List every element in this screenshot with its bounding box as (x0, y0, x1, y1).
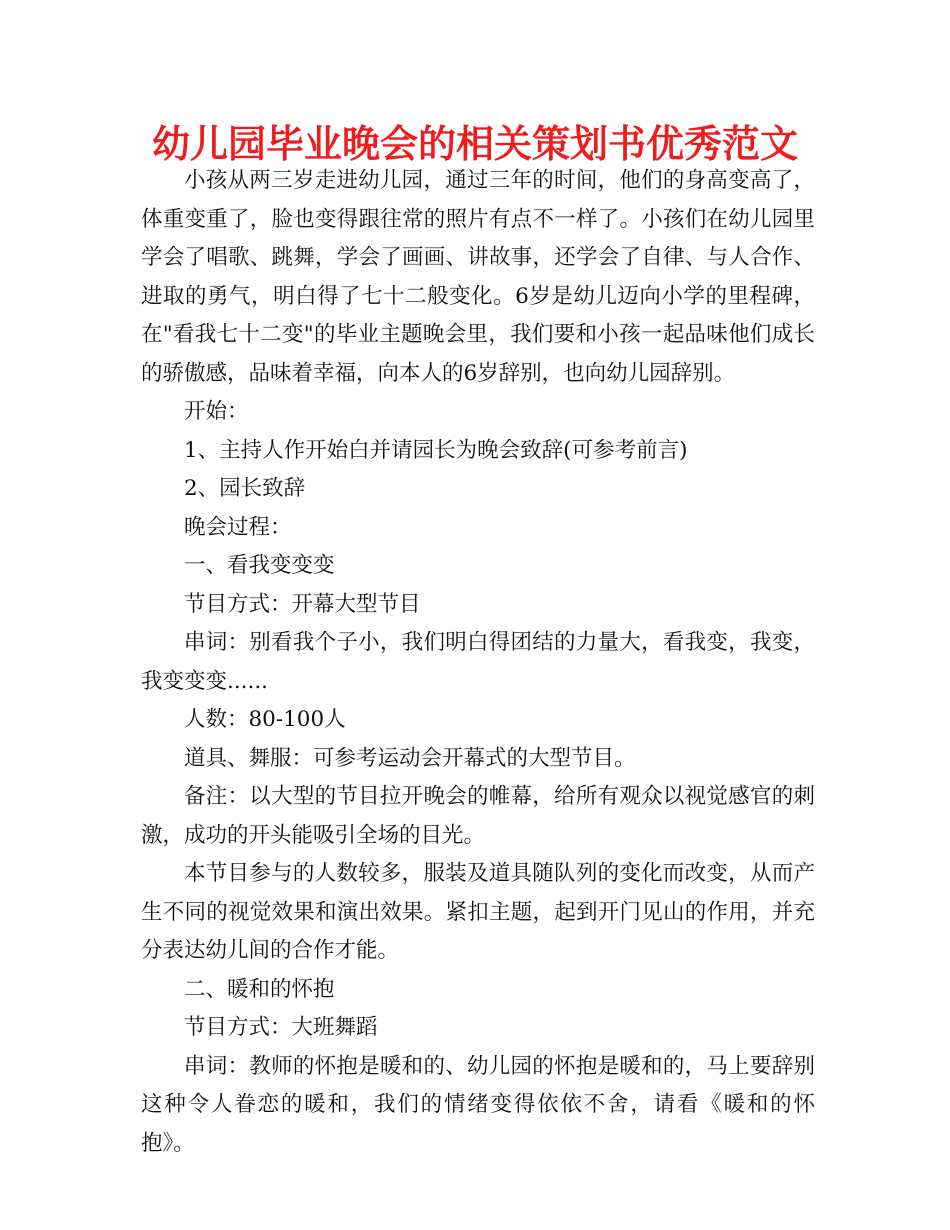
paragraph-section-1-description: 本节目参与的人数较多，服装及道具随队列的变化而改变，从而产生不同的视觉效果和演出效果。紧扣主题，起到开门见山的作用，并充分表达幼儿间的合作才能。 (141, 861, 815, 963)
paragraph-section-2-heading: 二、暖和的怀抱 (184, 976, 335, 1002)
paragraph-section-1-headcount: 人数：80-100人 (184, 707, 346, 732)
paragraph-section-2-script: 串词：教师的怀抱是暖和的、幼儿园的怀抱是暖和的，马上要辞别这种令人眷恋的暖和，我们的情绪变得依依不舍，请看《暖和的怀抱》。 (141, 1053, 815, 1156)
paragraph-section-1-props: 道具、舞服：可参考运动会开幕式的大型节目。 (184, 745, 636, 771)
paragraph-process-heading: 晚会过程： (184, 514, 292, 540)
paragraph-section-1-format: 节目方式：开幕大型节目 (184, 591, 421, 617)
paragraph-section-1-heading: 一、看我变变变 (184, 553, 335, 578)
document-title: 幼儿园毕业晚会的相关策划书优秀范文 (151, 122, 798, 166)
paragraph-start-heading: 开始： (184, 399, 249, 424)
paragraph-section-2-format: 节目方式：大班舞蹈 (184, 1015, 378, 1040)
paragraph-step-2: 2、园长致辞 (184, 476, 306, 501)
paragraph-section-1-notes: 备注：以大型的节目拉开晚会的帷幕，给所有观众以视觉感官的刺激，成功的开头能吸引全场的目光。 (141, 784, 815, 848)
document-body (141, 162, 815, 1163)
paragraph-intro: 小孩从两三岁走进幼儿园，通过三年的时间，他们的身高变高了，体重变重了，脸也变得跟往常的照片有点不一样了。小孩们在幼儿园里学会了唱歌、跳舞，学会了画画、讲故事，还学会了自律、与人合作、进取的勇气，明白得了七十二般变化。6岁是幼儿迈向小学的里程碑，在"看我七十二变"的毕业主题晚会里，我们要和小孩一起品味他们成长的骄傲感，品味着幸福，向本人的6岁辞别，也向幼儿园辞别。 (141, 168, 815, 386)
paragraph-section-1-script: 串词：别看我个子小，我们明白得团结的力量大，看我变，我变，我变变变...... (141, 630, 815, 694)
paragraph-step-1: 1、主持人作开始白并请园长为晚会致辞(可参考前言) (184, 437, 688, 463)
